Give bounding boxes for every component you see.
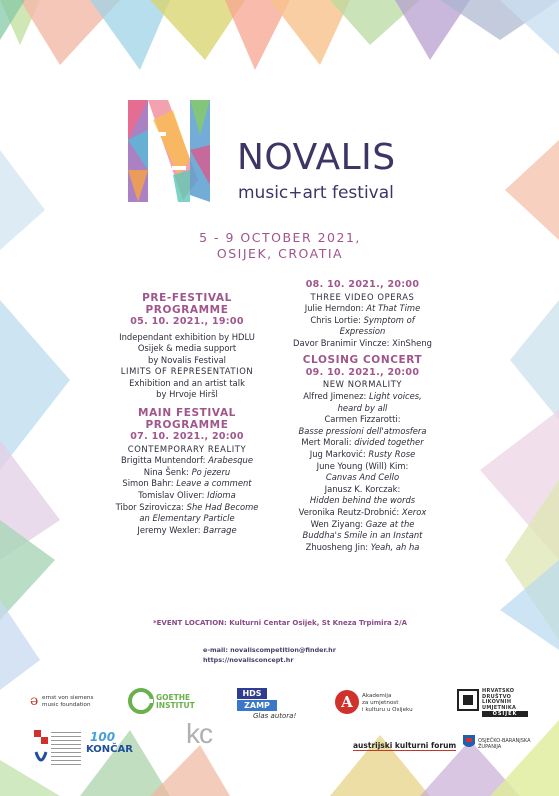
kc-logo: kc [186, 718, 212, 749]
work: Arabesque [208, 455, 254, 466]
composer: Veronika Reutz-Drobnić: [298, 507, 400, 517]
program-item [280, 519, 445, 531]
composer: Jug Marković: [309, 449, 366, 460]
goethe-name: GOETHE [156, 693, 191, 702]
closing-concert-heading: CLOSING CONCERT [302, 354, 423, 367]
main-festival-title: CONTEMPORARY REALITY [127, 443, 247, 454]
work: She Had Become [186, 501, 259, 512]
event-location: *EVENT LOCATION: Kulturni Centar Osijek, St Kneza Trpimira 2/A [152, 619, 408, 627]
composer: Carmen Fizzarotti: [324, 414, 401, 425]
work: heard by all [337, 402, 388, 413]
right-program-column [280, 279, 445, 553]
hds-slogan: Glas autora! [253, 712, 297, 720]
composer: Brigitta Muntendorf: [120, 455, 206, 466]
video-operas-date: 08. 10. 2021., 20:00 [305, 279, 420, 290]
composer: Chris Lortie: [310, 314, 361, 325]
goethe-name-2: INSTITUT [156, 701, 195, 710]
program-item [280, 437, 445, 449]
koncar-100-icon: 100 [90, 730, 116, 744]
work: XinSheng [392, 337, 432, 348]
ministry-text-icon [51, 732, 81, 766]
festival-dates [150, 230, 410, 262]
program-item [280, 472, 445, 484]
program-item [92, 502, 282, 514]
akademija-name: Akademija [362, 693, 392, 699]
program-item [92, 467, 282, 479]
program-item [280, 484, 445, 496]
work: Barrage [203, 524, 237, 535]
composer: Davor Branimir Vincze: [293, 337, 390, 348]
work: Light voices, [369, 391, 422, 402]
video-operas-title: THREE VIDEO OPERAS [310, 291, 415, 302]
hdlu-name-4: UMJETNIKA [482, 704, 517, 711]
pre-festival-line: Independant exhibition by HDLU [119, 331, 255, 342]
program-item [280, 461, 445, 473]
zupanija-crest-icon [463, 735, 475, 750]
work: divided together [354, 437, 424, 448]
festival-title: NOVALIS [237, 137, 396, 178]
composer: Zhuosheng Jin: [305, 541, 369, 552]
pre-festival-desc: Exhibition and an artist talk [129, 377, 245, 388]
program-item [280, 414, 445, 426]
program-item [92, 525, 282, 537]
pre-festival-line: by Novalis Festival [148, 354, 226, 365]
website-link[interactable]: https://novalisconcept.hr [203, 656, 294, 664]
work: At That Time [366, 303, 421, 314]
hdlu-name-3: LIKOVNIH [482, 699, 512, 705]
ministry-crest-icon [34, 730, 48, 770]
main-festival-heading: MAIN FESTIVAL [138, 407, 236, 420]
composer: Alfred Jimenez: [303, 391, 367, 402]
hdlu-name: HRVATSKO [482, 688, 515, 694]
zamp-text: ZAMP [237, 700, 277, 711]
work: Buddha's Smile in an Instant [302, 530, 423, 541]
austrian-forum-logo: austrijski kulturni forum [353, 741, 457, 750]
program-item [92, 513, 282, 525]
composer: Jeremy Wexler: [137, 524, 201, 535]
program-item [280, 449, 445, 461]
work: Idioma [207, 489, 236, 500]
program-item [92, 478, 282, 490]
pre-festival-line: Osijek & media support [137, 343, 237, 354]
composer: Mert Morali: [301, 437, 352, 448]
siemens-mark-icon: ə [30, 693, 39, 709]
goethe-icon [128, 688, 154, 714]
composer: Julie Herndon: [304, 303, 364, 314]
program-item [280, 326, 445, 338]
program-item [280, 426, 445, 438]
work: Canvas And Cello [325, 472, 400, 483]
location-line: OSIJEK, CROATIA [216, 246, 344, 261]
koncar-name: KONČAR [86, 744, 133, 755]
program-item [280, 542, 445, 554]
siemens-name: ernst von siemens [42, 695, 94, 701]
hdlu-icon [457, 689, 479, 711]
pre-festival-heading-2: PROGRAMME [145, 303, 229, 316]
closing-concert-title: NEW NORMALITY [322, 379, 403, 390]
program-item [280, 391, 445, 403]
pre-festival-date: 05. 10. 2021., 19:00 [130, 316, 244, 327]
hdlu-city: OSIJEK [482, 711, 528, 717]
pre-festival-desc: by Hrvoje Hiršl [156, 389, 218, 400]
main-festival-heading-2: PROGRAMME [145, 418, 229, 431]
program-item [280, 303, 445, 315]
left-program-column [92, 293, 282, 536]
composer: Wen Ziyang: [310, 518, 364, 529]
hdlu-name-2: DRUŠTVO [482, 693, 512, 700]
work: Symptom of [363, 314, 415, 325]
pre-festival-title: LIMITS OF REPRESENTATION [120, 366, 254, 377]
novalis-logo-icon [128, 100, 210, 202]
work: Hidden behind the words [309, 495, 416, 506]
composer: Tibor Szirovicza: [115, 501, 184, 512]
program-item [280, 507, 445, 519]
work: Xerox [401, 507, 427, 517]
program-item [92, 455, 282, 467]
hds-zamp-logo [237, 688, 299, 724]
email-link[interactable]: e-mail: novaliscompetition@finder.hr [203, 646, 336, 654]
work: Basse pressioni dell'atmosfera [298, 425, 427, 436]
work: an Elementary Particle [139, 513, 235, 524]
program-item [280, 338, 445, 350]
program-item [280, 403, 445, 415]
hds-text: HDS [237, 688, 267, 699]
zupanija-name: OSJEČKO-BARANJSKA [478, 738, 531, 744]
work: Leave a comment [176, 478, 252, 489]
work: Po jezeru [191, 466, 231, 477]
work: Expression [339, 326, 386, 337]
akademija-name-2: za umjetnost [362, 700, 399, 706]
composer: Janusz K. Korczak: [324, 483, 401, 494]
work: Rusty Rose [368, 449, 416, 460]
closing-concert-date: 09. 10. 2021., 20:00 [305, 366, 420, 378]
program-item [280, 530, 445, 542]
zupanija-name-2: ŽUPANIJA [478, 744, 502, 750]
composer: June Young (Will) Kim: [316, 460, 409, 471]
composer: Tomislav Oliver: [138, 489, 205, 500]
siemens-name-2: music foundation [42, 702, 91, 708]
program-item [280, 495, 445, 507]
dates-line: 5 - 9 OCTOBER 2021, [199, 230, 361, 245]
program-item [280, 315, 445, 327]
akademija-name-3: i kulturu u Osijeku [362, 707, 413, 713]
contact-info [203, 645, 336, 665]
pre-festival-heading: PRE-FESTIVAL [142, 292, 232, 304]
work: Gaze at the [365, 518, 415, 529]
composer: Nina Šenk: [143, 466, 189, 477]
main-festival-date: 07. 10. 2021., 20:00 [130, 431, 244, 443]
work: Yeah, ah ha [370, 541, 420, 552]
composer: Simon Bahr: [122, 478, 174, 489]
akademija-a-icon: A [335, 690, 359, 714]
program-item [92, 490, 282, 502]
festival-subtitle: music+art festival [238, 183, 394, 203]
